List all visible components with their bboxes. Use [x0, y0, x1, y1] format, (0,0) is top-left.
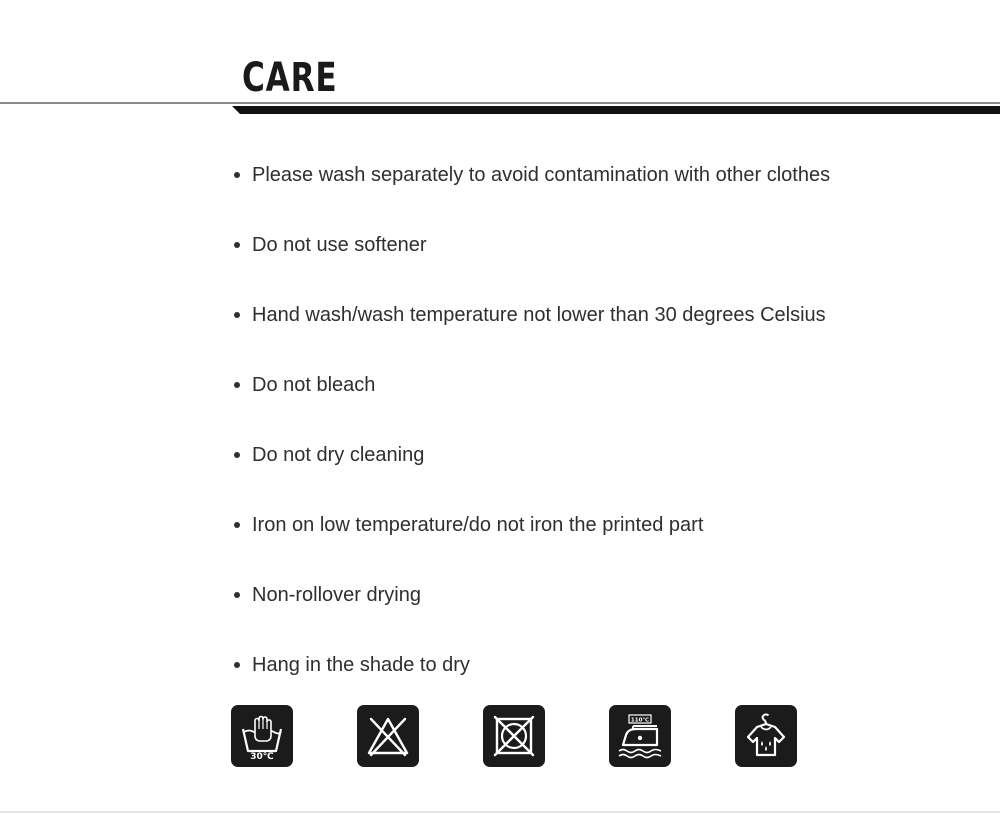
header-divider-thick [232, 106, 1000, 114]
bullet-icon [234, 242, 240, 248]
list-item [234, 630, 830, 700]
page-title: CARE [242, 55, 338, 101]
iron-low-temperature-icon [609, 705, 671, 767]
list-item [234, 350, 830, 420]
hand-wash-30c-icon [231, 705, 293, 767]
list-item [234, 140, 830, 210]
care-instruction-text: Non-rollover drying [252, 583, 421, 606]
bullet-icon [234, 452, 240, 458]
bullet-icon [234, 172, 240, 178]
list-item [234, 560, 830, 630]
iron-low-temperature-icon-graphic [609, 705, 671, 767]
care-instructions-list [234, 140, 830, 700]
bullet-icon [234, 592, 240, 598]
iron-temperature-label: 110℃ [630, 717, 650, 724]
hang-dry-icon-graphic [735, 705, 797, 767]
care-instruction-text: Iron on low temperature/do not iron the printed part [252, 513, 704, 536]
care-instruction-text: Do not bleach [252, 373, 376, 396]
header-divider-thin [0, 102, 1000, 104]
care-instruction-text: Do not use softener [252, 233, 427, 256]
bullet-icon [234, 662, 240, 668]
list-item [234, 420, 830, 490]
do-not-bleach-icon-graphic [357, 705, 419, 767]
list-item [234, 210, 830, 280]
do-not-bleach-icon [357, 705, 419, 767]
care-instruction-text: Hang in the shade to dry [252, 653, 470, 676]
bullet-icon [234, 522, 240, 528]
do-not-tumble-dry-icon-graphic [483, 705, 545, 767]
list-item [234, 490, 830, 560]
bullet-icon [234, 382, 240, 388]
footer-divider [0, 811, 1000, 813]
hand-wash-30c-icon-graphic [231, 705, 293, 767]
do-not-tumble-dry-icon [483, 705, 545, 767]
hang-dry-icon [735, 705, 797, 767]
bullet-icon [234, 312, 240, 318]
care-instruction-text: Do not dry cleaning [252, 443, 425, 466]
care-instruction-text: Please wash separately to avoid contamination with other clothes [252, 163, 831, 186]
wash-temperature-label: 30℃ [250, 752, 274, 762]
list-item [234, 280, 830, 350]
care-instruction-text: Hand wash/wash temperature not lower than 30 degrees Celsius [252, 303, 826, 326]
